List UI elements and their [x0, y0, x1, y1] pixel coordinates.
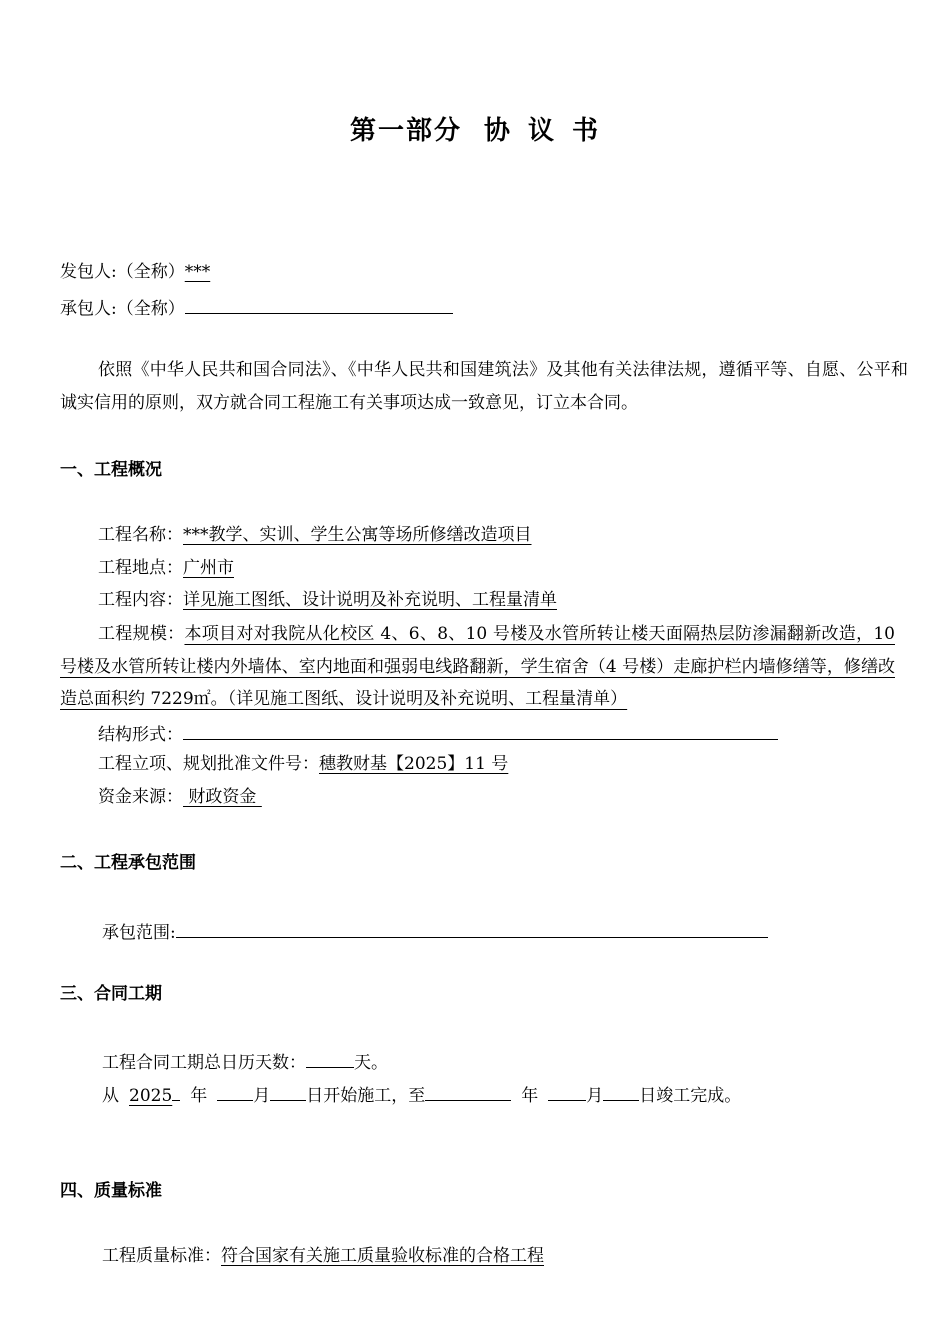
- month-label-2: 月: [586, 1086, 604, 1106]
- end-month-blank: [548, 1084, 586, 1101]
- section-heading-quality: 四、质量标准: [60, 1181, 162, 1201]
- project-content-value: 详见施工图纸、设计说明及补充说明、工程量清单: [183, 590, 557, 610]
- approval-line: [98, 756, 508, 773]
- quality-line: [102, 1248, 544, 1265]
- project-name-label: 工程名称：: [98, 525, 183, 545]
- section-heading-scope: 二、工程承包范围: [60, 853, 196, 873]
- day-end-label: 日竣工完成。: [639, 1086, 742, 1106]
- intro-paragraph: 依照《中华人民共和国合同法》、《中华人民共和国建筑法》及其他有关法律法规，遵循平等、自愿、公平和诚实信用的原则，双方就合同工程施工有关事项达成一致意见，订立本合同。: [60, 360, 908, 413]
- project-scale-value: 本项目对对我院从化校区 4、6、8、10 号楼及水管所转让楼天面隔热层防渗漏翻新改造，10 号楼及水管所转让楼内外墙体、室内地面和强弱电线路翻新，学生宿舍（4 号楼）走廊护栏内墙修缮等，修缮改造总面积约 7229㎡。（详见施工图纸、设计说明及补充说明、工程量清单）: [60, 624, 895, 709]
- duration-dates-line: [102, 1084, 741, 1105]
- fund-value: 财政资金: [183, 787, 262, 807]
- from-label: 从: [102, 1086, 119, 1106]
- approval-value: 穗教财基【2025】11 号: [319, 754, 509, 774]
- project-name-line: [98, 527, 532, 544]
- fund-label: 资金来源：: [98, 787, 183, 807]
- approval-label: 工程立项、规划批准文件号：: [98, 754, 319, 774]
- contractor-blank: [185, 297, 453, 314]
- structure-line: [98, 723, 778, 744]
- page-title: [0, 118, 950, 144]
- title-part: 第一部分: [349, 116, 462, 146]
- start-day-blank: [270, 1084, 306, 1101]
- structure-blank: [183, 723, 778, 740]
- year-label: 年: [190, 1086, 208, 1106]
- project-content-label: 工程内容：: [98, 590, 183, 610]
- contractor-line: [60, 297, 453, 318]
- end-year-blank: [425, 1084, 511, 1101]
- quality-value: 符合国家有关施工质量验收标准的合格工程: [221, 1246, 544, 1266]
- project-location-label: 工程地点：: [98, 558, 183, 578]
- section-heading-duration: 三、合同工期: [60, 984, 162, 1004]
- duration-days-blank: [306, 1051, 354, 1068]
- scope-blank: [176, 921, 768, 938]
- duration-days-suffix: 天。: [354, 1053, 388, 1073]
- employer-value: ***: [184, 262, 211, 282]
- scope-line: [102, 921, 768, 942]
- scope-label: 承包范围:: [102, 923, 176, 943]
- section-heading-overview: 一、工程概况: [60, 460, 162, 480]
- duration-days-line: [102, 1051, 388, 1072]
- employer-line: [60, 264, 210, 281]
- start-year-blank: [172, 1084, 180, 1101]
- project-scale-paragraph: [60, 618, 895, 716]
- fund-line: [98, 789, 262, 806]
- end-day-blank: [603, 1084, 639, 1101]
- start-year-value: 2025: [129, 1086, 173, 1106]
- title-char-2: 议: [528, 116, 557, 146]
- duration-days-prefix: 工程合同工期总日历天数：: [102, 1053, 306, 1073]
- year-label-2: 年: [521, 1086, 539, 1106]
- project-scale-label: 工程规模：: [98, 624, 185, 644]
- project-name-value: ***教学、实训、学生公寓等场所修缮改造项目: [183, 525, 532, 545]
- title-char-3: 书: [572, 116, 601, 146]
- project-location-line: [98, 560, 234, 577]
- project-content-line: [98, 592, 557, 609]
- project-location-value: 广州市: [183, 558, 234, 578]
- start-month-blank: [217, 1084, 253, 1101]
- contractor-label: 承包人:（全称）: [60, 299, 185, 319]
- quality-label: 工程质量标准：: [102, 1246, 221, 1266]
- month-label: 月: [253, 1086, 271, 1106]
- title-char-1: 协: [483, 116, 512, 146]
- structure-label: 结构形式：: [98, 725, 183, 745]
- day-start-label: 日开始施工，至: [306, 1086, 426, 1106]
- employer-label: 发包人:（全称）: [60, 262, 185, 282]
